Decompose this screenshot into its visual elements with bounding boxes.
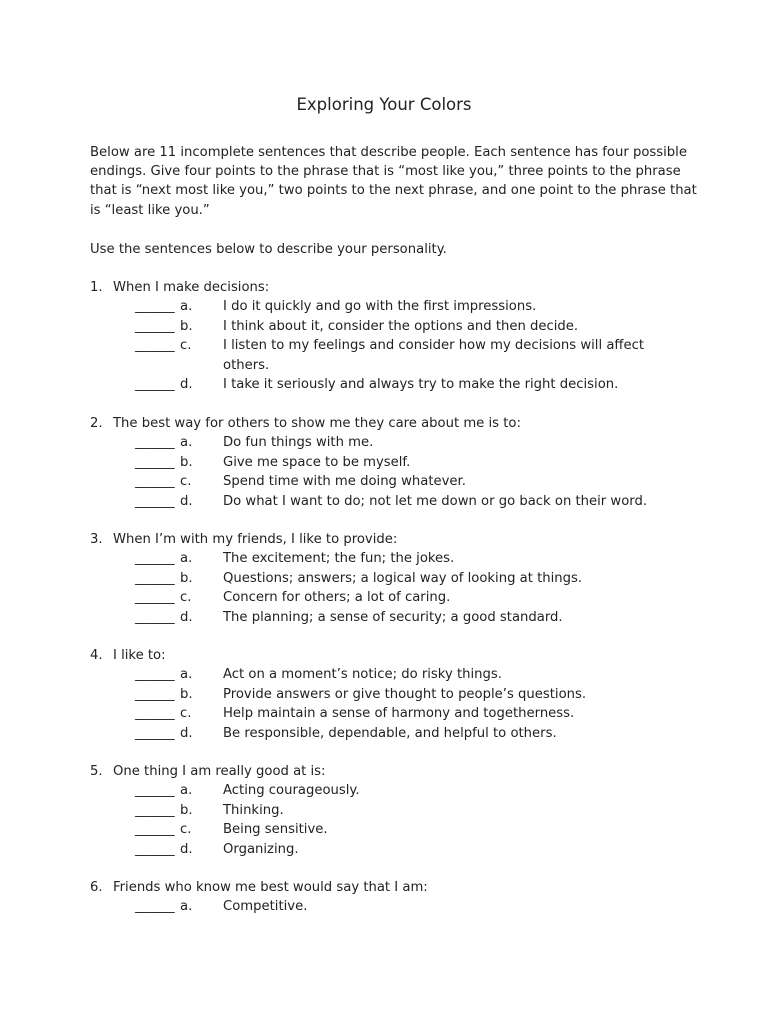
option-text-line: Questions; answers; a logical way of looking at things. xyxy=(223,570,583,586)
option-text-line: Help maintain a sense of harmony and togetherness. xyxy=(223,706,575,722)
answer-blank[interactable]: ______ xyxy=(135,454,175,470)
option-text xyxy=(223,820,690,839)
answer-option xyxy=(90,781,690,800)
answer-option xyxy=(90,297,690,316)
option-text xyxy=(223,453,690,472)
answer-blank[interactable]: ______ xyxy=(135,377,175,393)
option-text xyxy=(223,569,690,588)
document-title: Exploring Your Colors xyxy=(296,95,472,114)
option-text-line: I listen to my feelings and consider how my decisions will affect xyxy=(223,338,645,354)
answer-option xyxy=(90,588,690,607)
option-text-line: others. xyxy=(223,357,270,373)
answer-option xyxy=(90,317,690,336)
question-number: 1. xyxy=(90,280,103,295)
answer-blank[interactable]: ______ xyxy=(135,318,175,334)
option-text-line: The planning; a sense of security; a good standard. xyxy=(223,609,563,625)
answer-blank[interactable]: ______ xyxy=(135,783,175,799)
option-text-line: Being sensitive. xyxy=(223,822,328,838)
answer-option xyxy=(90,569,690,588)
option-text xyxy=(223,801,690,820)
option-letter: a. xyxy=(180,299,193,315)
question-stem xyxy=(90,278,690,297)
option-text xyxy=(223,317,690,336)
option-letter: b. xyxy=(180,454,193,470)
question-text: One thing I am really good at is: xyxy=(113,764,326,779)
option-text-line: Do fun things with me. xyxy=(223,435,374,451)
answer-option xyxy=(90,472,690,491)
option-text xyxy=(223,704,690,723)
option-text xyxy=(223,840,690,859)
answer-option xyxy=(90,801,690,820)
instruction-text: Use the sentences below to describe your personality. xyxy=(90,242,447,257)
answer-blank[interactable]: ______ xyxy=(135,338,175,354)
option-text xyxy=(223,297,690,316)
answer-blank[interactable]: ______ xyxy=(135,590,175,606)
option-letter: b. xyxy=(180,802,193,818)
answer-option xyxy=(90,492,690,511)
option-text xyxy=(223,375,690,394)
question-number: 6. xyxy=(90,880,103,895)
question-text: The best way for others to show me they care about me is to: xyxy=(113,416,521,431)
option-letter: c. xyxy=(180,706,192,722)
option-text-line: Organizing. xyxy=(223,841,299,857)
question-stem xyxy=(90,878,690,897)
answer-option xyxy=(90,840,690,859)
option-text-line: I think about it, consider the options and then decide. xyxy=(223,318,579,334)
question-6 xyxy=(90,878,690,917)
answer-blank[interactable]: ______ xyxy=(135,686,175,702)
option-letter: c. xyxy=(180,590,192,606)
answer-option xyxy=(90,724,690,743)
option-text-line: Give me space to be myself. xyxy=(223,454,411,470)
question-stem xyxy=(90,530,690,549)
option-text xyxy=(223,549,690,568)
answer-option xyxy=(90,453,690,472)
option-text-line: The excitement; the fun; the jokes. xyxy=(223,551,455,567)
option-letter: b. xyxy=(180,318,193,334)
option-text xyxy=(223,665,690,684)
answer-blank[interactable]: ______ xyxy=(135,493,175,509)
option-text xyxy=(223,724,690,743)
option-text xyxy=(223,492,690,511)
question-stem xyxy=(90,762,690,781)
option-letter: d. xyxy=(180,493,193,509)
answer-blank[interactable]: ______ xyxy=(135,551,175,567)
option-text-line: Competitive. xyxy=(223,899,308,915)
answer-blank[interactable]: ______ xyxy=(135,474,175,490)
option-text-line: Act on a moment’s notice; do risky things. xyxy=(223,667,502,683)
option-letter: a. xyxy=(180,667,193,683)
option-letter: c. xyxy=(180,338,192,354)
intro-line: endings. Give four points to the phrase that is “most like you,” three points to the phrase xyxy=(90,164,681,180)
option-text-line: I do it quickly and go with the first impressions. xyxy=(223,299,537,315)
option-text-line: Thinking. xyxy=(223,802,284,818)
question-text: I like to: xyxy=(113,648,166,663)
option-text-line: Be responsible, dependable, and helpful to others. xyxy=(223,725,557,741)
intro-line: Below are 11 incomplete sentences that describe people. Each sentence has four possible xyxy=(90,145,687,160)
question-4 xyxy=(90,646,690,743)
answer-blank[interactable]: ______ xyxy=(135,570,175,586)
option-letter: d. xyxy=(180,725,193,741)
option-text xyxy=(223,897,690,916)
option-text xyxy=(223,685,690,704)
option-text-line: Concern for others; a lot of caring. xyxy=(223,590,451,606)
answer-option xyxy=(90,375,690,394)
option-text xyxy=(223,472,690,491)
answer-blank[interactable]: ______ xyxy=(135,435,175,451)
question-number: 3. xyxy=(90,532,103,547)
question-2 xyxy=(90,414,690,511)
option-text-line: I take it seriously and always try to make the right decision. xyxy=(223,377,619,393)
answer-blank[interactable]: ______ xyxy=(135,725,175,741)
question-stem xyxy=(90,414,690,433)
option-text-line: Provide answers or give thought to people’s questions. xyxy=(223,686,587,702)
option-letter: d. xyxy=(180,609,193,625)
answer-option xyxy=(90,897,690,916)
answer-blank[interactable]: ______ xyxy=(135,609,175,625)
option-letter: a. xyxy=(180,435,193,451)
question-text: Friends who know me best would say that I am: xyxy=(113,880,428,895)
answer-blank[interactable]: ______ xyxy=(135,299,175,315)
answer-option xyxy=(90,704,690,723)
option-text xyxy=(223,781,690,800)
option-letter: b. xyxy=(180,686,193,702)
option-letter: a. xyxy=(180,899,193,915)
answer-blank[interactable]: ______ xyxy=(135,667,175,683)
option-text-line: Acting courageously. xyxy=(223,783,360,799)
option-letter: a. xyxy=(180,783,193,799)
option-text xyxy=(223,433,690,452)
option-letter: c. xyxy=(180,474,192,490)
answer-option xyxy=(90,685,690,704)
answer-option xyxy=(90,608,690,627)
option-letter: a. xyxy=(180,551,193,567)
answer-blank[interactable]: ______ xyxy=(135,802,175,818)
intro-paragraph xyxy=(90,143,697,220)
question-5 xyxy=(90,762,690,859)
option-letter: d. xyxy=(180,377,193,393)
answer-blank[interactable]: ______ xyxy=(135,841,175,857)
intro-line: that is “next most like you,” two points to the next phrase, and one point to the phrase that xyxy=(90,183,697,199)
question-number: 2. xyxy=(90,416,103,431)
intro-line: is “least like you.” xyxy=(90,202,210,218)
answer-blank[interactable]: ______ xyxy=(135,822,175,838)
question-3 xyxy=(90,530,690,627)
option-text-line: Do what I want to do; not let me down or go back on their word. xyxy=(223,493,648,509)
option-text-line: Spend time with me doing whatever. xyxy=(223,474,466,490)
question-1 xyxy=(90,278,690,394)
answer-option xyxy=(90,549,690,568)
question-stem xyxy=(90,646,690,665)
answer-option xyxy=(90,820,690,839)
option-text xyxy=(223,336,690,375)
answer-option xyxy=(90,336,690,375)
answer-blank[interactable]: ______ xyxy=(135,899,175,915)
question-text: When I’m with my friends, I like to provide: xyxy=(113,532,398,547)
question-text: When I make decisions: xyxy=(113,280,270,295)
option-letter: c. xyxy=(180,822,192,838)
question-number: 4. xyxy=(90,648,103,663)
answer-option xyxy=(90,433,690,452)
option-letter: d. xyxy=(180,841,193,857)
option-letter: b. xyxy=(180,570,193,586)
answer-option xyxy=(90,665,690,684)
option-text xyxy=(223,588,690,607)
option-text xyxy=(223,608,690,627)
question-number: 5. xyxy=(90,764,103,779)
answer-blank[interactable]: ______ xyxy=(135,706,175,722)
